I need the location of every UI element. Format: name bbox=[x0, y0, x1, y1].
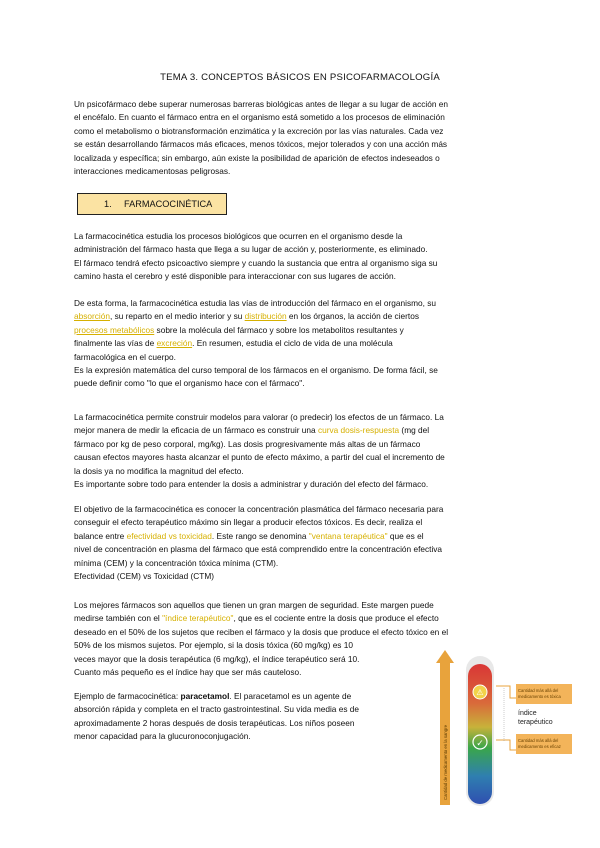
term-procesos-metabolicos: procesos metabólicos bbox=[74, 324, 155, 335]
term-distribucion: distribución bbox=[244, 311, 287, 322]
text-line: mejor manera de medir la eficacia de un fármaco es construir una curva dosis-respuesta (mg del bbox=[74, 425, 430, 436]
text-line: conseguir el efecto terapéutico máximo sin llegar a producir efectos tóxicos. Es decir, realiza el bbox=[74, 517, 423, 528]
term-excrecion: excreción bbox=[156, 338, 193, 349]
paragraph-processes bbox=[74, 297, 526, 391]
intro-line: localizada y específica; sin embargo, aún existe la posibilidad de aparición de efectos indeseados o bbox=[74, 152, 440, 163]
text-line: deseado en el 50% de los sujetos que reciben el fármaco y la dosis que produce el efecto tóxico en el bbox=[74, 626, 449, 637]
term-curva-dosis-respuesta: curva dosis-respuesta bbox=[317, 425, 400, 436]
text-line: absorción rápida y completa en el tracto gastrointestinal. Su vida media es de bbox=[74, 704, 360, 715]
therapeutic-index-diagram bbox=[430, 650, 580, 810]
text-line: finalmente las vías de excreción. En resumen, estudia el ciclo de vida de una molécula bbox=[74, 338, 393, 349]
intro-line: Un psicofármaco debe superar numerosas barreras biológicas antes de llegar a su lugar de acción en bbox=[74, 99, 449, 109]
center-label-1: índice bbox=[518, 710, 537, 717]
therapeutic-index-figure bbox=[430, 650, 580, 810]
arrow-head bbox=[436, 650, 454, 663]
text-line: Efectividad (CEM) vs Toxicidad (CTM) bbox=[74, 571, 215, 582]
text-line: La farmacocinética permite construir modelos para valorar (o predecir) los efectos de un fármaco. La bbox=[74, 412, 444, 422]
text-line: la dosis ya no modifica la magnitud del efecto. bbox=[74, 465, 244, 476]
text-line: veces mayor que la dosis terapéutica (6 mg/kg), el índice terapéutico será 10. bbox=[74, 653, 360, 664]
text-line: absorción, su reparto en el medio interior y su distribución en los órganos, la acción de ciertos bbox=[74, 311, 419, 322]
text-line: farmacológica en el cuerpo. bbox=[74, 351, 176, 362]
intro-line: el encéfalo. En cuanto el fármaco entra en el organismo está sometido a los procesos de eliminación bbox=[74, 112, 445, 123]
intro-line: como el metabolismo o biotransformación enzimática y la excreción por las vías naturales. Cada vez bbox=[74, 125, 444, 136]
section-number: 1. bbox=[104, 199, 112, 209]
paragraph-definition bbox=[74, 230, 526, 284]
intro-paragraph bbox=[74, 98, 526, 178]
text-line: Es la expresión matemática del curso temporal de los fármacos en el organismo. De forma fácil, se bbox=[74, 365, 438, 376]
paragraph-models bbox=[74, 411, 526, 491]
paragraph-objective bbox=[74, 503, 526, 583]
term-efectividad-vs-toxicidad: efectividad vs toxicidad bbox=[126, 530, 212, 541]
text-line: Los mejores fármacos son aquellos que tienen un gran margen de seguridad. Este margen puede bbox=[74, 600, 434, 610]
center-label-2: terapéutico bbox=[518, 719, 553, 726]
text-line: causan efectos mayores hasta alcanzar el punto de efecto máximo, a partir del cual el incremento de bbox=[74, 452, 445, 463]
term-indice-terapeutico: "índice terapéutico" bbox=[162, 613, 234, 624]
label-toxic: Cantidad más allá del medicamento es tóxica bbox=[518, 688, 561, 699]
text-line: De esta forma, la farmacocinética estudia las vías de introducción del fármaco en el organismo, su bbox=[74, 298, 437, 308]
text-line: 50% de los mismos sujetos. Por ejemplo, si la dosis tóxica (60 mg/kg) es 10 bbox=[74, 640, 353, 651]
axis-label: Cantidad de medicamento en la sangre bbox=[443, 724, 448, 800]
text-line: El objetivo de la farmacocinética es conocer la concentración plasmática del fármaco necesaria para bbox=[74, 504, 444, 514]
text-line: aproximadamente 2 horas después de dosis terapéuticas. Los niños poseen bbox=[74, 717, 355, 728]
text-line: nivel de concentración en plasma del fármaco que está comprendido entre la concentración efectiva bbox=[74, 544, 443, 555]
text-line: El fármaco tendrá efecto psicoactivo siempre y cuando la sustancia que entra al organismo siga su bbox=[74, 257, 438, 268]
term-absorcion: absorción bbox=[74, 311, 110, 322]
text-line: fármaco por kg de peso corporal, mg/kg). Las dosis progresivamente más altas de un fármaco bbox=[74, 438, 421, 449]
text-line: procesos metabólicos sobre la molécula del fármaco y sobre los metabolitos resultantes y bbox=[74, 324, 404, 335]
text-line: medirse también con el "índice terapéutico", que es el cociente entre la dosis que produce el efecto bbox=[74, 613, 439, 624]
paragraph-paracetamol bbox=[74, 690, 424, 744]
text-line: Es importante sobre todo para entender la dosis a administrar y duración del efecto del fármaco. bbox=[74, 479, 429, 490]
text-line: Cuanto más pequeño es el índice hay que ser más cauteloso. bbox=[74, 667, 302, 678]
text-line: administración del fármaco hasta que llega a su lugar de acción y, posteriormente, es eliminado. bbox=[74, 244, 428, 255]
term-ventana-terapeutica: "ventana terapéutica" bbox=[308, 530, 388, 541]
text-line: puede definir como "lo que el organismo hace con el fármaco". bbox=[74, 378, 305, 389]
intro-line: interacciones medicamentosas peligrosas. bbox=[74, 166, 231, 177]
check-icon: ✓ bbox=[476, 739, 484, 749]
warning-icon: ⚠ bbox=[476, 688, 484, 697]
section-title: FARMACOCINÉTICA bbox=[124, 199, 213, 209]
text-line: balance entre efectividad vs toxicidad. Este rango se denomina "ventana terapéutica" que es el bbox=[74, 530, 424, 541]
label-effective: Cantidad más allá del medicamento es eficaz bbox=[518, 738, 561, 749]
page-title: TEMA 3. CONCEPTOS BÁSICOS EN PSICOFARMACOLOGÍA bbox=[160, 72, 440, 83]
text-line: mínima (CEM) y la concentración tóxica mínima (CTM). bbox=[74, 557, 279, 568]
intro-line: se están desarrollando fármacos más eficaces, menos tóxicos, mejor tolerados y con una acción más bbox=[74, 139, 448, 150]
section-heading-farmacocinetica bbox=[77, 193, 227, 215]
text-line: Ejemplo de farmacocinética: paracetamol. El paracetamol es un agente de bbox=[74, 691, 352, 701]
text-line: menor capacidad para la glucuronoconjugación. bbox=[74, 731, 251, 742]
term-paracetamol: paracetamol bbox=[180, 691, 230, 701]
text-line: camino hasta el cerebro y esté disponible para interaccionar con sus lugares de acción. bbox=[74, 271, 396, 282]
text-line: La farmacocinética estudia los procesos biológicos que ocurren en el organismo desde la bbox=[74, 231, 403, 241]
